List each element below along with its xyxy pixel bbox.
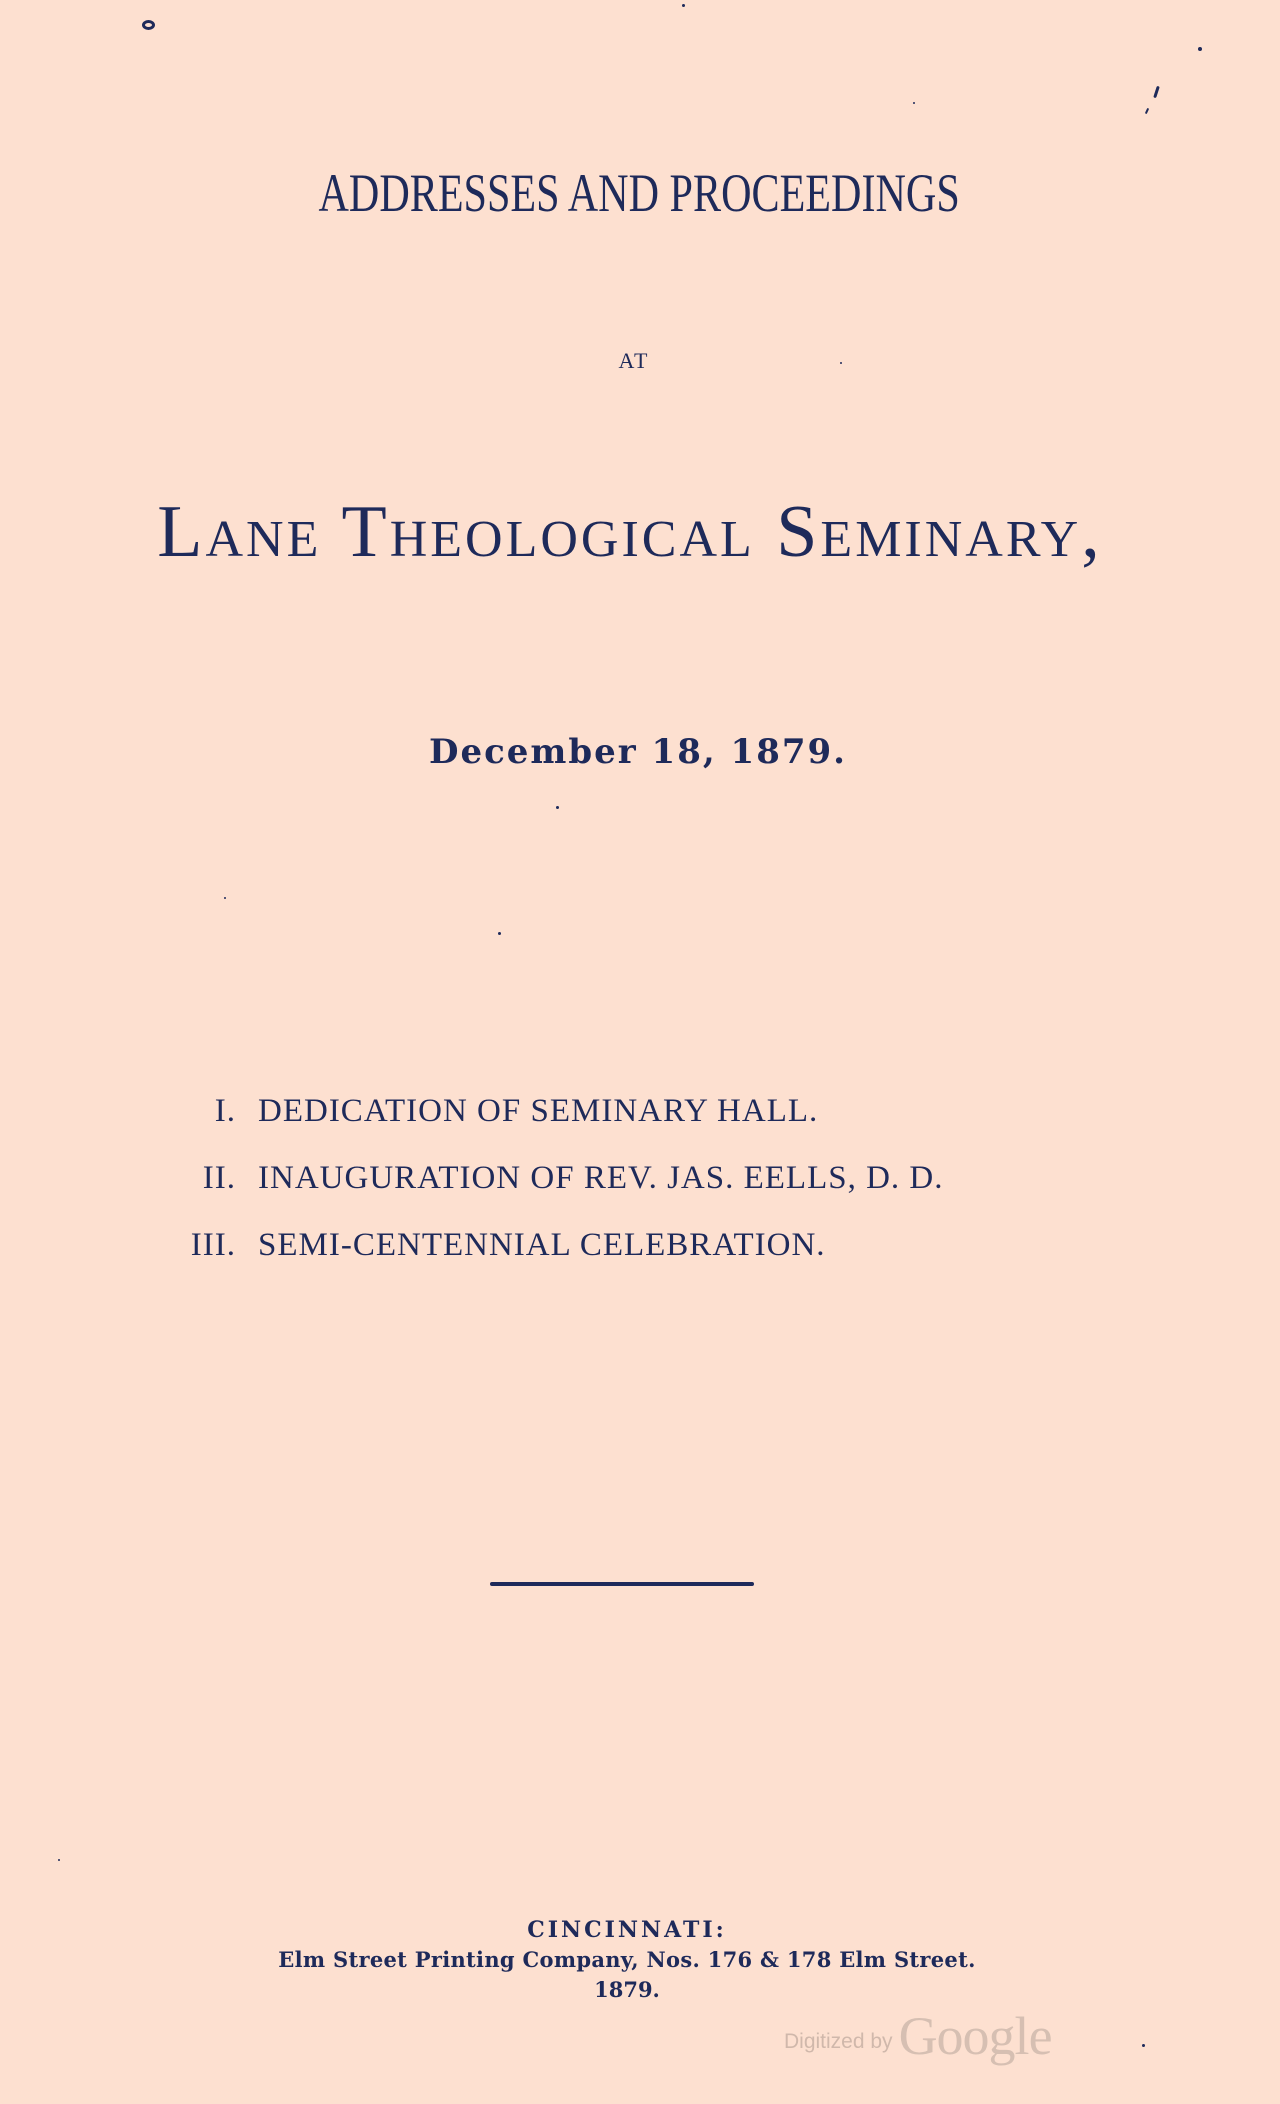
main-heading: ADDRESSES AND PROCEEDINGS xyxy=(318,163,960,223)
scan-speck xyxy=(1142,2044,1145,2047)
contents-numeral: II. xyxy=(202,1160,236,1196)
scan-speck xyxy=(1198,47,1202,51)
imprint-year: 1879. xyxy=(594,1977,660,2002)
contents-list xyxy=(150,1093,1150,1294)
horizontal-rule xyxy=(490,1582,754,1586)
contents-item xyxy=(150,1160,1150,1227)
watermark-brand: Google xyxy=(898,2006,1052,2066)
digitized-watermark xyxy=(784,2005,1052,2067)
institution-name: Lane Theological Seminary, xyxy=(157,491,1103,573)
scan-speck xyxy=(224,897,226,899)
scan-speck xyxy=(556,806,559,809)
contents-numeral: III. xyxy=(190,1227,236,1263)
scan-speck xyxy=(498,932,501,935)
imprint-city: CINCINNATI: xyxy=(527,1917,727,1943)
imprint-printer: Elm Street Printing Company, Nos. 176 & 178 Elm Street. xyxy=(278,1947,976,1972)
scan-ring-mark xyxy=(142,20,155,30)
watermark-prefix: Digitized by xyxy=(784,2030,893,2053)
scan-speck xyxy=(1145,108,1149,114)
at-line: AT xyxy=(618,348,650,373)
contents-text: INAUGURATION OF REV. JAS. EELLS, D. D. xyxy=(258,1160,944,1196)
contents-item xyxy=(150,1227,1150,1294)
scan-speck xyxy=(58,1859,60,1861)
contents-numeral: I. xyxy=(214,1093,236,1129)
contents-text: SEMI-CENTENNIAL CELEBRATION. xyxy=(258,1227,826,1263)
scan-speck xyxy=(682,4,685,7)
scan-speck xyxy=(913,102,915,104)
contents-item xyxy=(150,1093,1150,1160)
contents-text: DEDICATION OF SEMINARY HALL. xyxy=(258,1093,819,1129)
event-date: December 18, 1879. xyxy=(428,732,848,772)
scan-speck xyxy=(1153,86,1160,98)
